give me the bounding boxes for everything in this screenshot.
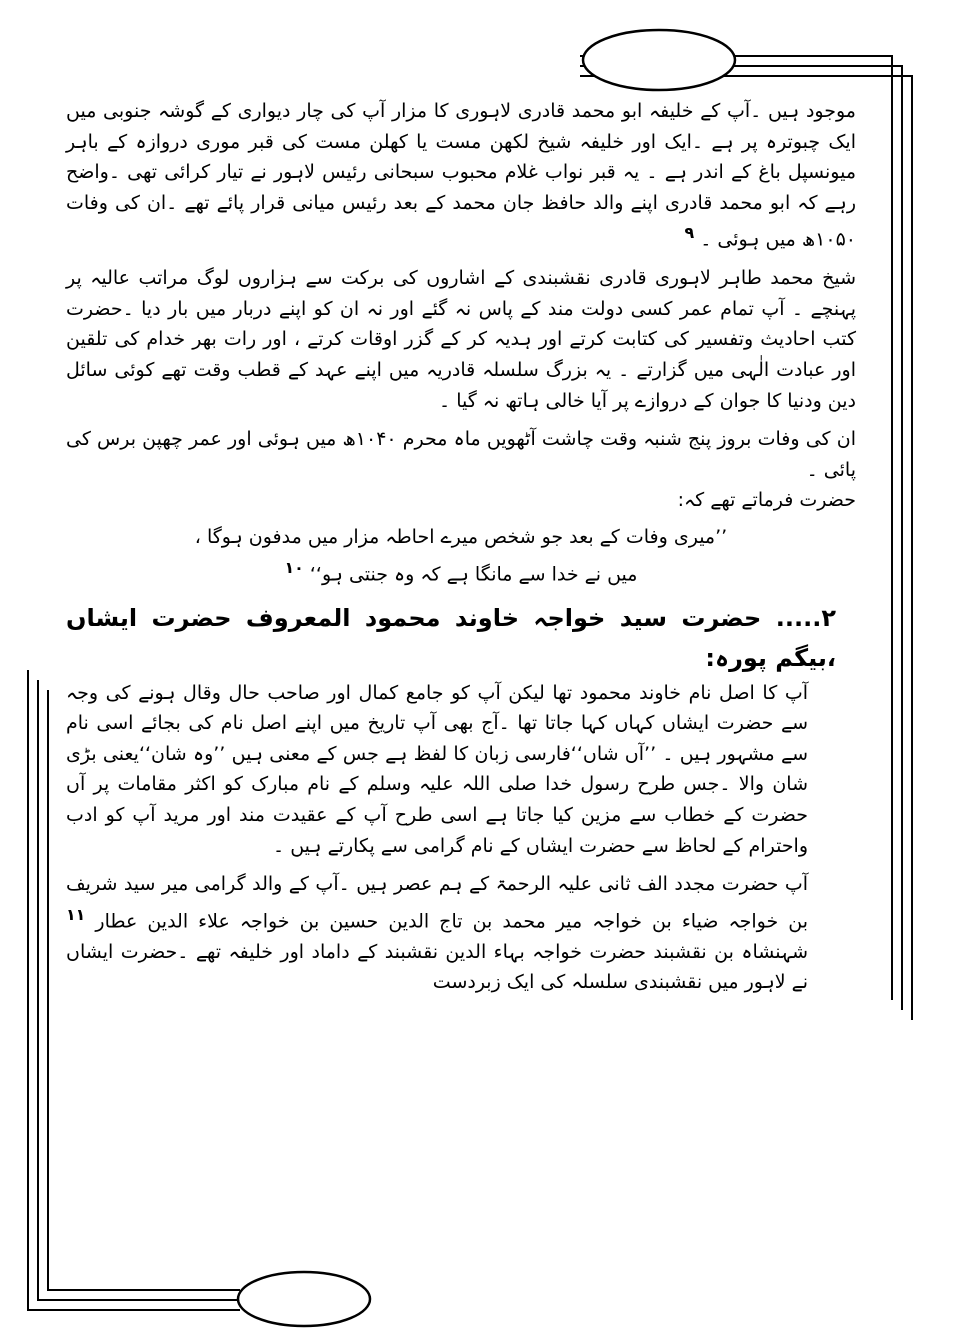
paragraph-4: حضرت فرماتے تھے کہ: [677,489,856,512]
paragraph-2: شیخ محمد طاہر لاہوری قادری نقشبندی کے اشاروں کی برکت سے ہزاروں لوگ مراتب عالیہ پر پہنچے ۔ آپ تمام عمر کسی دولت مند کے پاس نہ گئے اور نہ ان کو اپنے دربار میں بار دیا ۔حضرت کتب احادیث وتفسیر کی کتابت کرتے اور ہدیہ کر کے گزر اوقات کرتے ، اور رات بھر خدام کی تلقین اور عبادت الٰہی میں گزارتے ۔ یہ بزرگ سلسلہ قادریہ میں اپنے عہد کے قطب وقت تھے کوئی سائل دین ودنیا کا جوان کے دروازے پر آیا خالی ہاتھ نہ گیا ۔ [66,267,856,412]
paragraph-1-text: موجود ہیں ۔آپ کے خلیفہ ابو محمد قادری لاہوری کا مزار آپ کی چار دیواری کے گوشہ جنوبی میں ایک چبوترہ پر ہے ۔ایک اور خلیفہ شیخ لکھن مست یا کھلن مست کی قبر موری دروازہ کے باہر میونسپل باغ کے اندر ہے ۔ یہ قبر نواب غلام محبوب سبحانی رئیس لاہور نے تیار کرائی تھی ۔واضح رہے کہ ابو محمد قادری اپنے والد حافظ جان محمد کے بعد رئیس میانی قرار پائے تھے ۔ان کی وفات ۱۰۵۰ھ میں ہوئی ۔ [66,100,856,251]
paragraph-1 [66,96,856,255]
footnote-ref-9: ۹ [684,223,695,243]
quotation [66,522,856,590]
section-heading-title: حضرت سید خواجہ خاوند محمود المعروف حضرت ایشاں ،بیگم پورہ: [66,603,836,672]
section-heading-number: ۲..... [775,603,836,632]
bottom-oval-ornament [238,1272,370,1326]
paragraph-6-end: شہنشاہ بن نقشبند حضرت خواجہ بہاء الدین نقشبند کے داماد اور خلیفہ تھے ۔حضرت ایشاں نے لاہور میں نقشبندی سلسلہ کی ایک زبردست [66,940,808,994]
paragraph-6-text: آپ حضرت مجدد الف ثانی علیہ الرحمۃ کے ہم عصر ہیں ۔آپ کے والد گرامی میر سید شریف بن خواجہ ضیاء بن خواجہ میر محمد بن تاج الدین حسین بن خواجہ علاء الدین عطار [66,873,808,933]
quotation-text: ’’میری وفات کے بعد جو شخص میرے احاطہ مزار میں مدفون ہوگا ، میں نے خدا سے مانگا ہے کہ وہ جنتی ہو‘‘ [194,526,728,585]
footnote-ref-11: ۱۱ [66,904,86,924]
section-heading [66,598,856,678]
page-text [66,96,856,998]
paragraph-6 [66,869,856,998]
footnote-ref-10: ۱۰ [284,557,304,577]
paragraph-5: آپ کا اصل نام خاوند محمود تھا لیکن آپ کو جامع کمال اور صاحب حال وقال ہونے کی وجہ سے حضرت ایشاں کہاں کہا جاتا تھا ۔آج بھی آپ تاریخ میں اپنے اصل نام کی بجائے اسی نام سے مشہور ہیں ۔ ’’آں شاں‘‘فارسی زبان کا لفظ ہے جس کے معنی ہیں ’’وہ شان‘‘یعنی بڑی شان والا ۔جس طرح رسول خدا صلی اللہ علیہ وسلم کے نام مبارک کو اکثر مقامات پر آں حضرت کے خطاب سے مزین کیا جاتا ہے اسی طرح آپ کے عقیدت مند اور مرید آپ کو ادب واحترام کے لحاظ سے حضرت ایشاں کے نام گرامی سے پکارتے ہیں ۔ [66,681,808,857]
top-oval-ornament [583,30,735,90]
paragraph-3: ان کی وفات بروز پنج شنبہ وقت چاشت آٹھویں ماہ محرم ۱۰۴۰ھ میں ہوئی اور عمر چھپن برس کی پائی ۔ [66,428,856,481]
